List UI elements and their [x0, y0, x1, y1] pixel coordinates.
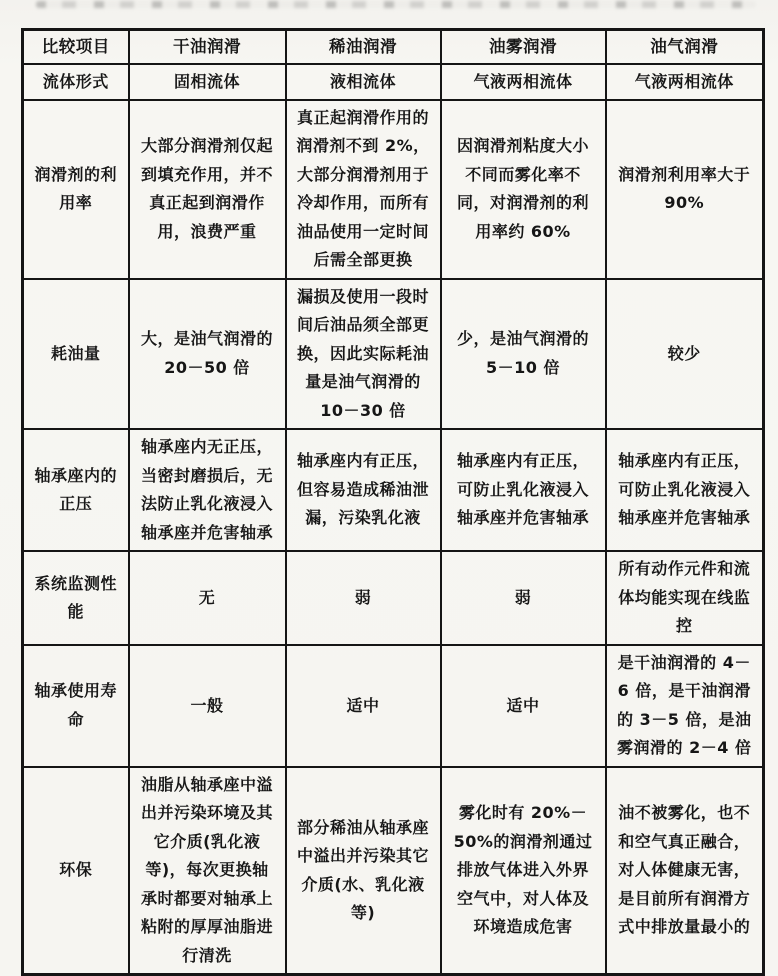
table-header-row [23, 30, 764, 64]
cell-fluid-thin: 液相流体 [286, 64, 441, 100]
table-row [23, 645, 764, 767]
row-label-monitoring: 系统监测性能 [23, 551, 129, 645]
cell-life-dry: 一般 [129, 645, 286, 767]
cell-oil-dry: 大，是油气润滑的 20－50 倍 [129, 279, 286, 429]
cell-mon-thin: 弱 [286, 551, 441, 645]
table-row [23, 279, 764, 429]
table-row [23, 767, 764, 975]
cell-mon-mist: 弱 [441, 551, 606, 645]
cell-press-oilair: 轴承座内有正压，可防止乳化液浸入轴承座并危害轴承 [606, 429, 764, 551]
cell-life-oilair: 是干油润滑的 4－6 倍，是干油润滑的 3－5 倍，是油雾润滑的 2－4 倍 [606, 645, 764, 767]
header-oil-mist: 油雾润滑 [441, 30, 606, 64]
cell-fluid-oilair: 气液两相流体 [606, 64, 764, 100]
header-compare-item: 比较项目 [23, 30, 129, 64]
cell-usage-oilair: 润滑剂利用率大于 90% [606, 100, 764, 279]
row-label-bearing-life: 轴承使用寿命 [23, 645, 129, 767]
cell-env-mist: 雾化时有 20%－50%的润滑剂通过排放气体进入外界空气中，对人体及环境造成危害 [441, 767, 606, 975]
cell-env-thin: 部分稀油从轴承座中溢出并污染其它介质(水、乳化液等) [286, 767, 441, 975]
cell-oil-thin: 漏损及使用一段时间后油品须全部更换，因此实际耗油量是油气润滑的 10－30 倍 [286, 279, 441, 429]
cell-usage-thin: 真正起润滑作用的润滑剂不到 2%，大部分润滑剂用于冷却作用，而所有油品使用一定时间后需全部更换 [286, 100, 441, 279]
cell-mon-dry: 无 [129, 551, 286, 645]
row-label-fluid-form: 流体形式 [23, 64, 129, 100]
cell-oil-oilair: 较少 [606, 279, 764, 429]
cell-oil-mist: 少，是油气润滑的 5－10 倍 [441, 279, 606, 429]
cell-usage-mist: 因润滑剂粘度大小不同而雾化率不同，对润滑剂的利用率约 60% [441, 100, 606, 279]
row-label-utilization: 润滑剂的利用率 [23, 100, 129, 279]
cell-press-thin: 轴承座内有正压，但容易造成稀油泄漏，污染乳化液 [286, 429, 441, 551]
cell-usage-dry: 大部分润滑剂仅起到填充作用，并不真正起到润滑作用，浪费严重 [129, 100, 286, 279]
cell-fluid-mist: 气液两相流体 [441, 64, 606, 100]
row-label-oil-consumption: 耗油量 [23, 279, 129, 429]
header-dry-oil: 干油润滑 [129, 30, 286, 64]
table-row [23, 64, 764, 100]
cell-mon-oilair: 所有动作元件和流体均能实现在线监控 [606, 551, 764, 645]
table-row [23, 551, 764, 645]
cell-press-mist: 轴承座内有正压，可防止乳化液浸入轴承座并危害轴承 [441, 429, 606, 551]
table-row [23, 100, 764, 279]
cell-fluid-dry: 固相流体 [129, 64, 286, 100]
cell-life-mist: 适中 [441, 645, 606, 767]
cell-press-dry: 轴承座内无正压，当密封磨损后，无法防止乳化液浸入轴承座并危害轴承 [129, 429, 286, 551]
cell-life-thin: 适中 [286, 645, 441, 767]
cell-env-oilair: 油不被雾化，也不和空气真正融合，对人体健康无害，是目前所有润滑方式中排放量最小的 [606, 767, 764, 975]
table-row [23, 429, 764, 551]
row-label-positive-pressure: 轴承座内的正压 [23, 429, 129, 551]
header-thin-oil: 稀油润滑 [286, 30, 441, 64]
row-label-environment: 环保 [23, 767, 129, 975]
cell-env-dry: 油脂从轴承座中溢出并污染环境及其它介质(乳化液等)，每次更换轴承时都要对轴承上粘附的厚厚油脂进行清洗 [129, 767, 286, 975]
lubrication-comparison-table [21, 28, 765, 976]
header-oil-air: 油气润滑 [606, 30, 764, 64]
scan-artifact-topline [36, 1, 756, 8]
